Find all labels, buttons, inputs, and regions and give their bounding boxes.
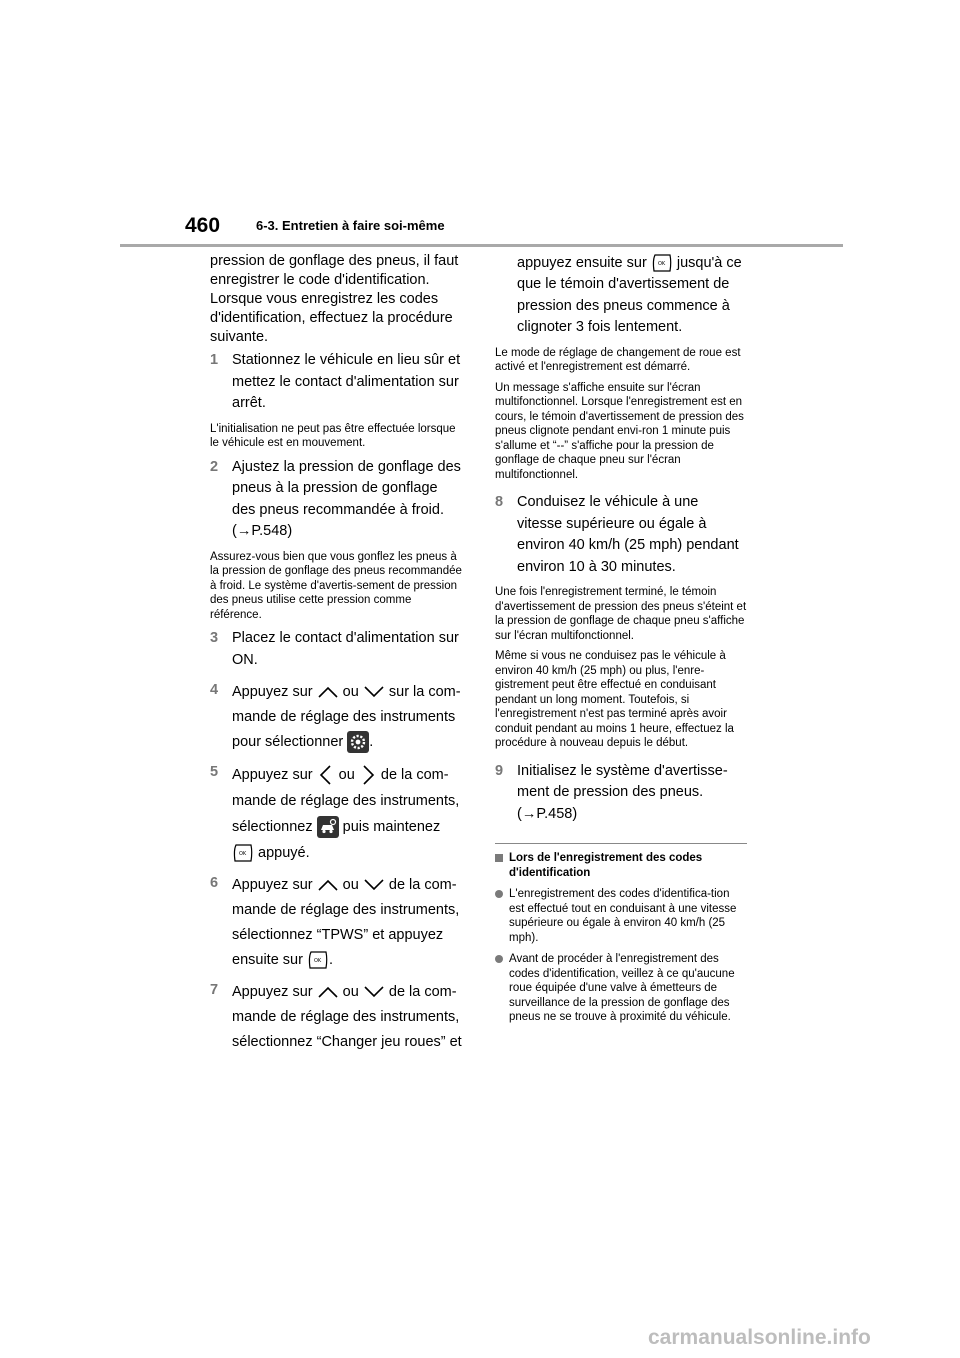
note: L'initialisation ne peut pas être effectuée lorsque le véhicule est en mouvement. bbox=[210, 422, 456, 449]
text: Appuyez sur bbox=[232, 684, 313, 700]
intro-paragraph: pression de gonflage des pneus, il faut enregistrer le code d'identification. Lorsque vous enregistrez les codes d'identification, effectuez la procédure suivante. bbox=[210, 253, 459, 345]
text: jusqu'à ce bbox=[676, 254, 742, 271]
text: de la com- bbox=[388, 984, 457, 1000]
text: ou bbox=[342, 684, 359, 700]
step-number: 6 bbox=[210, 875, 219, 891]
text: appuyé. bbox=[258, 845, 310, 861]
step-text: Initialisez le système d'avertisse-ment de pression des pneus. bbox=[517, 762, 728, 801]
text: sélectionnez bbox=[232, 819, 313, 835]
text: pour sélectionner bbox=[232, 734, 344, 750]
round-bullet-icon bbox=[495, 890, 503, 898]
chevron-down-icon bbox=[363, 985, 385, 999]
left-column bbox=[210, 252, 462, 1062]
step-3 bbox=[210, 628, 462, 671]
chevron-up-icon bbox=[317, 685, 339, 699]
text: ou bbox=[338, 767, 355, 783]
text: ou bbox=[342, 984, 359, 1000]
settings-gear-icon bbox=[347, 731, 369, 753]
page-reference: (→P.548) bbox=[232, 523, 293, 539]
step-number: 7 bbox=[210, 982, 219, 998]
chevron-left-icon bbox=[317, 764, 335, 786]
chevron-down-icon bbox=[363, 685, 385, 699]
step-body bbox=[517, 761, 747, 826]
text: puis maintenez bbox=[342, 819, 441, 835]
step-4 bbox=[210, 680, 462, 755]
step-body bbox=[232, 762, 462, 866]
subsection-heading bbox=[495, 851, 747, 880]
text: mande de réglage des instruments, bbox=[232, 1009, 460, 1025]
step-2 bbox=[210, 457, 462, 543]
right-column bbox=[495, 252, 747, 1032]
step-text: Ajustez la pression de gonflage des pneus à la pression de gonflage des pneus recommandée à froid. bbox=[232, 458, 461, 518]
chevron-right-icon bbox=[359, 764, 377, 786]
text: Appuyez sur bbox=[232, 767, 313, 783]
note: Une fois l'enregistrement terminé, le témoin d'avertissement de pression des pneus s'éteint et la pression de gonflage de chaque pneu s'affiche sur l'écran multifonctionnel. bbox=[495, 586, 747, 642]
text: de la com- bbox=[380, 767, 449, 783]
bullet-item bbox=[495, 887, 747, 945]
text: mande de réglage des instruments, bbox=[232, 902, 460, 918]
step-7-continuation bbox=[495, 252, 747, 339]
step-1 bbox=[210, 350, 462, 415]
step-number: 3 bbox=[210, 630, 219, 646]
vehicle-settings-icon bbox=[317, 816, 339, 838]
step-text: Conduisez le véhicule à une vitesse supérieure ou égale à environ 40 km/h (25 mph) pendant environ 10 à 30 minutes. bbox=[517, 494, 739, 575]
subsection-title: Lors de l'enregistrement des codes d'identification bbox=[509, 852, 703, 879]
text: sur la com- bbox=[388, 684, 461, 700]
chevron-up-icon bbox=[317, 878, 339, 892]
ok-button-icon bbox=[651, 252, 673, 274]
step-9 bbox=[495, 761, 747, 826]
step-body bbox=[232, 457, 462, 543]
section-title: 6-3. Entretien à faire soi-même bbox=[256, 218, 445, 233]
text: Appuyez sur bbox=[232, 877, 313, 893]
text: Appuyez sur bbox=[232, 984, 313, 1000]
svg-text:OK: OK bbox=[657, 261, 666, 267]
note: Même si vous ne conduisez pas le véhicule à environ 40 km/h (25 mph) ou plus, l'enre-gistrement peut être effectué en conduisant pendant un long moment. Toutefois, si l'enregistrement n'est pas terminé après avoir conduit pendant au moins 1 heure, effectuez la procédure à nouveau depuis le début. bbox=[495, 650, 734, 750]
text: mande de réglage des instruments, bbox=[232, 793, 460, 809]
step-body bbox=[232, 680, 462, 755]
step-number: 2 bbox=[210, 458, 219, 475]
text: ou bbox=[342, 877, 359, 893]
step-text: Stationnez le véhicule en lieu sûr et mettez le contact d'alimentation sur arrêt. bbox=[232, 352, 461, 411]
step-6 bbox=[210, 873, 462, 973]
watermark: carmanualsonline.info bbox=[648, 1326, 871, 1349]
step-number: 1 bbox=[210, 352, 219, 368]
chevron-down-icon bbox=[363, 878, 385, 892]
text: sélectionnez “TPWS” et appuyez bbox=[232, 927, 444, 943]
text: que le témoin d'avertissement de pression des pneus commence à clignoter 3 fois lentement. bbox=[517, 276, 730, 336]
step-text: Placez le contact d'alimentation sur ON. bbox=[232, 630, 459, 668]
step-number: 9 bbox=[495, 762, 504, 779]
bullet-text: Avant de procéder à l'enregistrement des codes d'identification, veillez à ce qu'aucune roue équipée d'une valve à émetteurs de surveillance de la pression de gonflage des pneus ne se trouve à proximité du véhicule. bbox=[509, 953, 735, 1024]
text: sélectionnez “Changer jeu roues” et bbox=[232, 1034, 462, 1050]
round-bullet-icon bbox=[495, 955, 503, 963]
text: mande de réglage des instruments bbox=[232, 709, 456, 725]
step-5 bbox=[210, 762, 462, 866]
text: . bbox=[328, 952, 333, 968]
ok-button-icon bbox=[307, 949, 329, 971]
text: . bbox=[369, 734, 374, 750]
step-number: 4 bbox=[210, 682, 219, 698]
page-number: 460 bbox=[185, 214, 221, 237]
text: de la com- bbox=[388, 877, 457, 893]
text: appuyez ensuite sur bbox=[517, 254, 647, 271]
svg-text:OK: OK bbox=[313, 958, 322, 965]
step-number: 5 bbox=[210, 764, 219, 780]
svg-text:OK: OK bbox=[239, 851, 247, 858]
note: Le mode de réglage de changement de roue est activé et l'enregistrement est démarré. bbox=[495, 346, 741, 374]
bullet-text: L'enregistrement des codes d'identifica-tion est effectué tout en conduisant à une vitesse supérieure ou égale à environ 40 km/h (25 mph). bbox=[509, 888, 737, 944]
header-divider bbox=[120, 244, 843, 247]
step-8 bbox=[495, 492, 747, 578]
bullet-item bbox=[495, 952, 747, 1025]
note: Assurez-vous bien que vous gonflez les pneus à la pression de gonflage des pneus recommandée à froid. Le système d'avertis-sement de pression des pneus utilise cette pression comme référence. bbox=[210, 550, 462, 621]
step-body bbox=[232, 873, 462, 973]
step-body bbox=[232, 980, 462, 1055]
chevron-up-icon bbox=[317, 985, 339, 999]
ok-button-icon bbox=[232, 842, 254, 864]
step-7 bbox=[210, 980, 462, 1055]
section-divider bbox=[495, 843, 747, 844]
text: ensuite sur bbox=[232, 952, 303, 968]
step-number: 8 bbox=[495, 494, 504, 511]
page-reference: (→P.458) bbox=[517, 805, 578, 822]
note: Un message s'affiche ensuite sur l'écran multifonctionnel. Lorsque l'enregistrement est en cours, le témoin d'avertissement de pression des pneus clignote pendant envi-ron 1 minute puis s'allume et “--” s'affiche pour la pression de gonflage de chaque pneu sur l'écran multifonctionnel. bbox=[495, 381, 744, 481]
square-bullet-icon bbox=[495, 854, 503, 862]
